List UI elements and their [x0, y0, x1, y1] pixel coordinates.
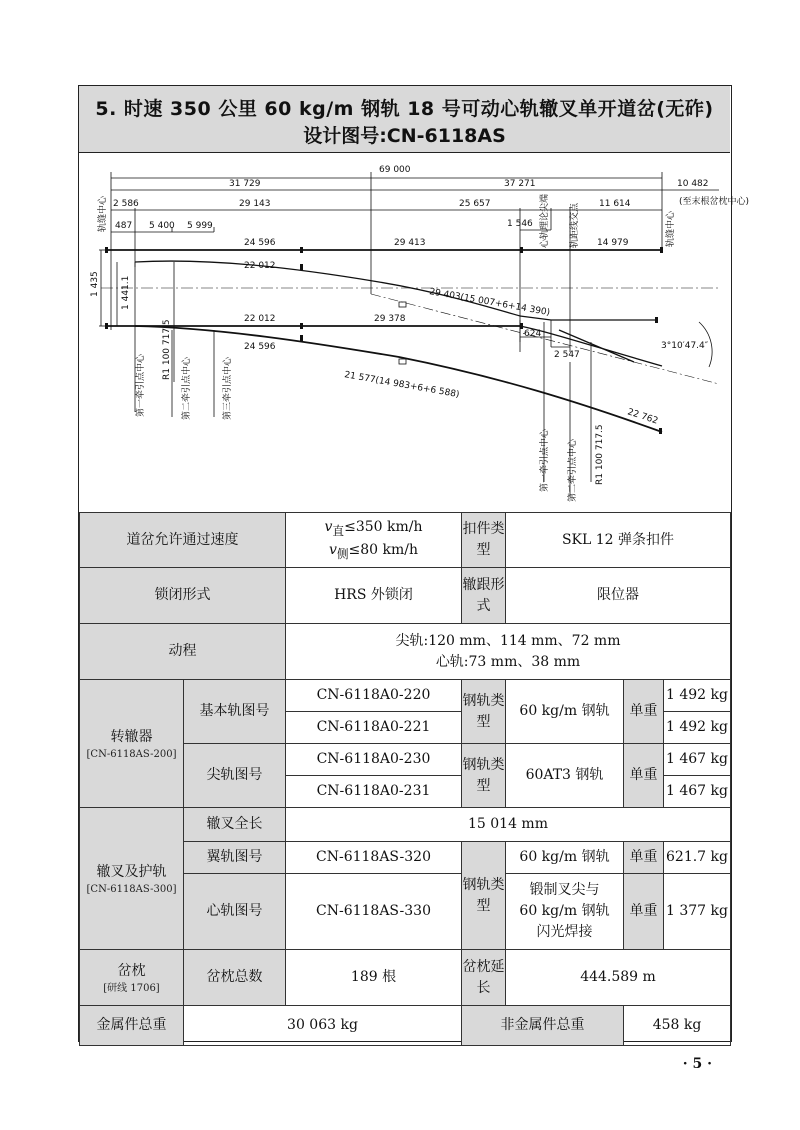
label-fork-point: 轨距线交点	[570, 202, 580, 248]
dim-k: 1 546	[507, 219, 533, 229]
dim-top-rail-2: 29 413	[394, 238, 426, 248]
frog-length-label: 辙叉全长	[184, 808, 286, 842]
label-traction-2: 第二牵引点中心	[182, 356, 192, 420]
sleeper-count: 189 根	[286, 950, 462, 1006]
switch-group: 转辙器 [CN-6118AS-200]	[80, 680, 184, 808]
fastener-label: 扣件类型	[462, 513, 506, 568]
point-weight-1: 1 467 kg	[664, 744, 731, 776]
metal-weight-label: 金属件总重	[80, 1006, 184, 1046]
label-frog-traction-2: 第二牵引点中心	[568, 438, 578, 502]
point-rail-type-label: 钢轨类型	[462, 744, 506, 808]
point-rail-no2: CN-6118A0-231	[286, 776, 462, 808]
page-title: 5. 时速 350 公里 60 kg/m 钢轨 18 号可动心轨辙叉单开道岔(无砟)	[95, 98, 714, 120]
label-frog-traction-1: 第一牵引点中心	[540, 428, 550, 492]
wing-rail-label: 翼轨图号	[184, 842, 286, 874]
point-weight-2: 1 467 kg	[664, 776, 731, 808]
spec-table	[79, 512, 731, 1046]
dim-lower-rail-2: 21 577(14 983+6+6 588)	[343, 370, 461, 401]
dim-g: 11 614	[599, 199, 631, 209]
stock-rail-no1: CN-6118A0-220	[286, 680, 462, 712]
point-rail-label: 尖轨图号	[184, 744, 286, 808]
dim-d: 2 586	[113, 199, 139, 209]
frog-group: 辙叉及护轨 [CN-6118AS-300]	[80, 808, 184, 950]
dim-lower-1: 22 012	[244, 314, 276, 324]
dim-b: 37 271	[504, 179, 536, 189]
point-rail-no1: CN-6118A0-230	[286, 744, 462, 776]
heel-label: 辙跟形式	[462, 568, 506, 624]
label-traction-3: 第三牵引点中心	[223, 356, 233, 420]
stock-weight-1: 1 492 kg	[664, 680, 731, 712]
dim-j: 5 999	[187, 221, 213, 231]
label-r-left: R1 100 717.5	[162, 319, 172, 380]
label-note-right: (至末根岔枕中心)	[679, 197, 750, 207]
core-rail-no: CN-6118AS-330	[286, 874, 462, 950]
label-theory-point: 心轨理论尖端	[540, 193, 550, 248]
sleeper-length-label: 岔枕延长	[462, 950, 506, 1006]
frog-rail-type-label: 钢轨类型	[462, 842, 506, 950]
point-rail-type: 60AT3 钢轨	[506, 744, 624, 808]
fastener-value: SKL 12 弹条扣件	[506, 513, 731, 568]
turnout-layout-drawing	[79, 152, 750, 512]
title-block	[79, 86, 730, 153]
page-number: · 5 ·	[682, 1056, 712, 1072]
nonmetal-weight: 458 kg	[624, 1006, 731, 1046]
dim-f: 25 657	[459, 199, 491, 209]
lock-value: HRS 外锁闭	[286, 568, 462, 624]
sleeper-length: 444.589 m	[506, 950, 731, 1006]
stock-unit-weight-label: 单重	[624, 680, 664, 744]
dim-c: 10 482	[677, 179, 709, 189]
dim-gauge-2: 1 441.1	[121, 275, 131, 310]
core-rail-type: 锻制叉尖与 60 kg/m 钢轨 闪光焊接	[506, 874, 624, 950]
dim-gauge-1: 1 435	[90, 271, 100, 297]
label-traction-1: 第一牵引点中心	[136, 353, 146, 417]
dim-curve-upper-1: 22 012	[244, 261, 276, 271]
lock-label: 锁闭形式	[80, 568, 286, 624]
sleeper-group: 岔枕 [研线 1706]	[80, 950, 184, 1006]
stroke-label: 动程	[80, 624, 286, 680]
dim-22762: 22 762	[626, 407, 660, 427]
frog-length: 15 014 mm	[286, 808, 731, 842]
stock-rail-type-label: 钢轨类型	[462, 680, 506, 744]
point-unit-weight-label: 单重	[624, 744, 664, 808]
stock-rail-type: 60 kg/m 钢轨	[506, 680, 624, 744]
core-rail-label: 心轨图号	[184, 874, 286, 950]
sleeper-count-label: 岔枕总数	[184, 950, 286, 1006]
dim-top-rail-3: 14 979	[597, 238, 629, 248]
dim-curve-upper-2: 29 403(15 007+6+14 390)	[428, 287, 551, 319]
dim-2547: 2 547	[554, 350, 580, 360]
stock-rail-no2: CN-6118A0-221	[286, 712, 462, 744]
speed-values: $v_直\le 350$ km/h $v_侧\le 80$ km/h	[286, 513, 462, 568]
nonmetal-weight-label: 非金属件总重	[462, 1006, 624, 1046]
wing-rail-no: CN-6118AS-320	[286, 842, 462, 874]
dim-624: 624	[524, 329, 542, 339]
dim-e: 29 143	[239, 199, 271, 209]
dim-lower-rail-1: 24 596	[244, 342, 276, 352]
design-number: 设计图号:CN-6118AS	[303, 125, 506, 147]
metal-weight: 30 063 kg	[184, 1006, 462, 1046]
dim-i: 5 400	[149, 221, 175, 231]
stock-rail-label: 基本轨图号	[184, 680, 286, 744]
wing-unit-weight-label: 单重	[624, 842, 664, 874]
wing-weight: 621.7 kg	[664, 842, 731, 874]
dim-total: 69 000	[379, 165, 411, 175]
label-r-right: R1 100 717.5	[595, 424, 605, 485]
wing-rail-type: 60 kg/m 钢轨	[506, 842, 624, 874]
label-joint-left: 轨缝中心	[98, 195, 108, 232]
heel-value: 限位器	[506, 568, 731, 624]
dim-lower-2: 29 378	[374, 314, 406, 324]
dim-angle: 3°10′47.4″	[661, 341, 709, 351]
stock-weight-2: 1 492 kg	[664, 712, 731, 744]
turnout-sheet	[78, 85, 750, 1042]
label-joint-right: 轨缝中心	[666, 210, 676, 247]
dim-top-rail-1: 24 596	[244, 238, 276, 248]
speed-label: 道岔允许通过速度	[80, 513, 286, 568]
core-weight: 1 377 kg	[664, 874, 731, 950]
dim-h: 487	[115, 221, 133, 231]
core-unit-weight-label: 单重	[624, 874, 664, 950]
stroke-values: 尖轨:120 mm、114 mm、72 mm 心轨:73 mm、38 mm	[286, 624, 731, 680]
dim-a: 31 729	[229, 179, 261, 189]
